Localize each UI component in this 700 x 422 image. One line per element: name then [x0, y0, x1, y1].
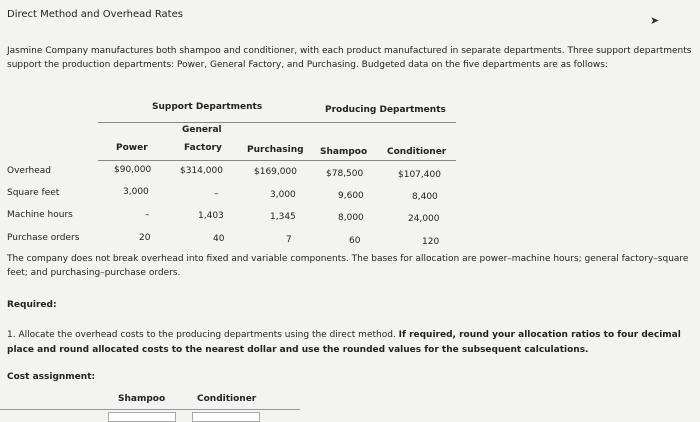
cell-sqft-power: 3,000 [123, 187, 149, 197]
answer-col-conditioner: Conditioner [197, 394, 257, 404]
question-1 [7, 328, 700, 358]
producing-departments-header: Producing Departments [325, 105, 446, 115]
cell-overhead-conditioner: $107,400 [398, 170, 441, 180]
cell-mh-conditioner: 24,000 [408, 214, 440, 224]
support-departments-header: Support Departments [152, 102, 263, 112]
cursor-icon: ➤ [650, 14, 660, 27]
required-heading: Required: [7, 300, 57, 310]
question-1-instruction: 1. Allocate the overhead costs to the producing departments using the direct method. [7, 330, 396, 340]
general-label: General [182, 125, 222, 135]
cell-sqft-factory: – [214, 189, 219, 199]
col-header-power: Power [116, 143, 148, 153]
cell-sqft-purchasing: 3,000 [270, 190, 296, 200]
problem-title: Direct Method and Overhead Rates [7, 9, 183, 20]
cell-sqft-shampoo: 9,600 [338, 191, 364, 201]
cell-po-shampoo: 60 [349, 236, 361, 246]
question-1-rounding: If required, round your allocation ratios to four decimal place and round allocated costs to the nearest dollar and use the rounded values for the subsequent calculations. [7, 330, 681, 355]
cell-mh-shampoo: 8,000 [338, 213, 364, 223]
row-label-machine-hours: Machine hours [7, 210, 73, 220]
columns-divider [98, 160, 456, 161]
problem-intro: Jasmine Company manufactures both shampoo and conditioner, with each product manufactured in separate departments. Three support departments support the production departments: Power, General Factory, and Purchasing. Budgeted data on the five departments are as follows: [7, 46, 692, 70]
cell-po-power: 20 [139, 233, 151, 243]
row-label-overhead: Overhead [7, 166, 51, 176]
cell-po-conditioner: 120 [422, 237, 440, 247]
cost-assignment-heading: Cost assignment: [7, 372, 96, 382]
cell-overhead-shampoo: $78,500 [326, 169, 364, 179]
cell-mh-power: – [145, 210, 150, 220]
cell-mh-factory: 1,403 [198, 211, 224, 221]
allocation-note: The company does not break overhead into fixed and variable components. The bases for allocation are power–machine hours; general factory–square feet; and purchasing–purchase orders. [7, 254, 689, 278]
col-header-purchasing: Purchasing [247, 145, 304, 155]
answer-divider [0, 409, 300, 410]
conditioner-cost-input[interactable] [192, 412, 260, 422]
col-header-conditioner: Conditioner [387, 147, 447, 157]
cell-po-purchasing: 7 [286, 235, 292, 245]
cell-overhead-factory: $314,000 [180, 166, 223, 176]
col-header-factory: Factory [184, 143, 222, 153]
header-divider [98, 122, 456, 123]
col-header-shampoo: Shampoo [320, 147, 368, 157]
cell-sqft-conditioner: 8,400 [412, 192, 438, 202]
row-label-square-feet: Square feet [7, 188, 60, 198]
cell-overhead-power: $90,000 [114, 165, 152, 175]
cell-overhead-purchasing: $169,000 [254, 167, 297, 177]
cell-mh-purchasing: 1,345 [270, 212, 296, 222]
answer-col-shampoo: Shampoo [118, 394, 166, 404]
row-label-purchase-orders: Purchase orders [7, 233, 80, 243]
cell-po-factory: 40 [213, 234, 225, 244]
shampoo-cost-input[interactable] [108, 412, 176, 422]
